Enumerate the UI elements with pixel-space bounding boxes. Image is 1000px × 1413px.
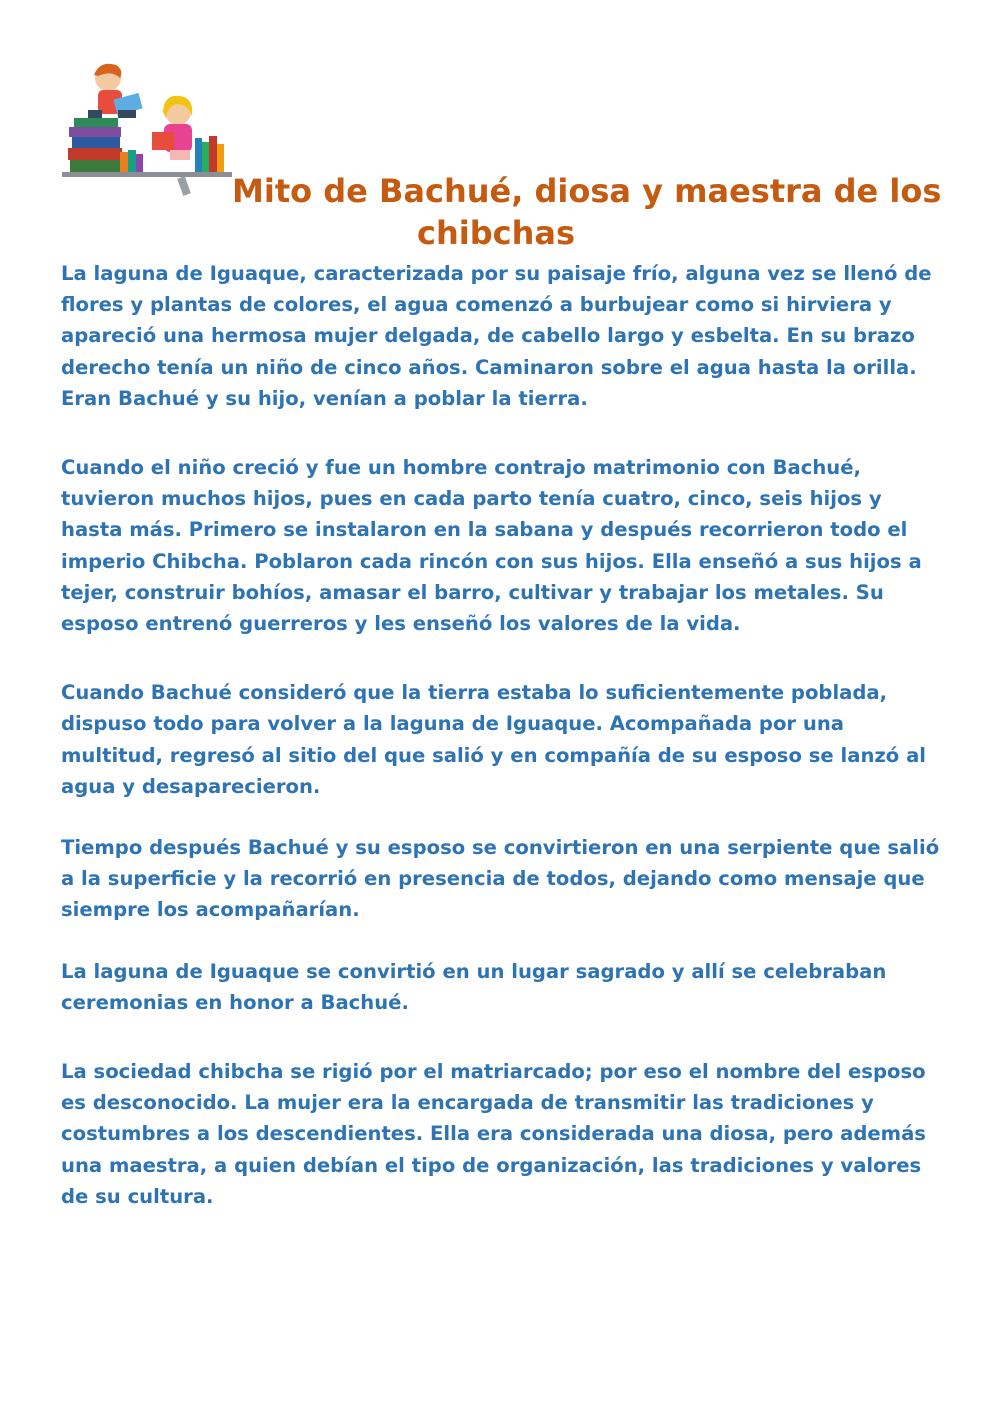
paragraph: La sociedad chibcha se rigió por el matriarcado; por eso el nombre del esposo es desconocido. La mujer era la encargada de transmitir las tradiciones y costumbres a los descendientes. Ella era considerada una diosa, pero además una maestra, a quien debían el tipo de organización, las tradiciones y valores de su cultura.	[61, 1060, 926, 1208]
paragraph: La laguna de Iguaque, caracterizada por su paisaje frío, alguna vez se llenó de flores y plantas de colores, el agua comenzó a burbujear como si hirviera y apareció una hermosa mujer delgada, de cabello largo y esbelta. En su brazo derecho tenía un niño de cinco años. Caminaron sobre el agua hasta la orilla. Eran Bachué y su hijo, venían a poblar la tierra.	[61, 262, 932, 410]
paragraph: La laguna de Iguaque se convirtió en un lugar sagrado y allí se celebraban ceremonias en honor a Bachué.	[61, 959, 887, 1014]
paragraph: Cuando Bachué consideró que la tierra estaba lo suficientemente poblada, dispuso todo para volver a la laguna de Iguaque. Acompañada por una multitud, regresó al sitio del que salió y en compañía de su esposo se lanzó al agua y desaparecieron.	[61, 681, 927, 798]
page-title	[232, 170, 952, 254]
paragraph: Cuando el niño creció y fue un hombre contrajo matrimonio con Bachué, tuvieron muchos hijos, pues en cada parto tenía cuatro, cinco, seis hijos y hasta más. Primero se instalaron en la sabana y después recorrieron todo el imperio Chibcha. Poblaron cada rincón con sus hijos. Ella enseñó a sus hijos a tejer, construir bohíos, amasar el barro, cultivar y trabajar los metales. Su esposo entrenó guerreros y les enseñó los valores de la vida.	[61, 456, 922, 636]
paragraph: Tiempo después Bachué y su esposo se convirtieron en una serpiente que salió a la superficie y la recorrió en presencia de todos, dejando como mensaje que siempre los acompañarían.	[61, 836, 940, 922]
story-body	[61, 258, 941, 1212]
children-reading-books-icon	[60, 60, 235, 200]
title-line-2: chibchas	[417, 214, 576, 252]
title-line-1: Mito de Bachué, diosa y maestra de los	[232, 172, 942, 210]
